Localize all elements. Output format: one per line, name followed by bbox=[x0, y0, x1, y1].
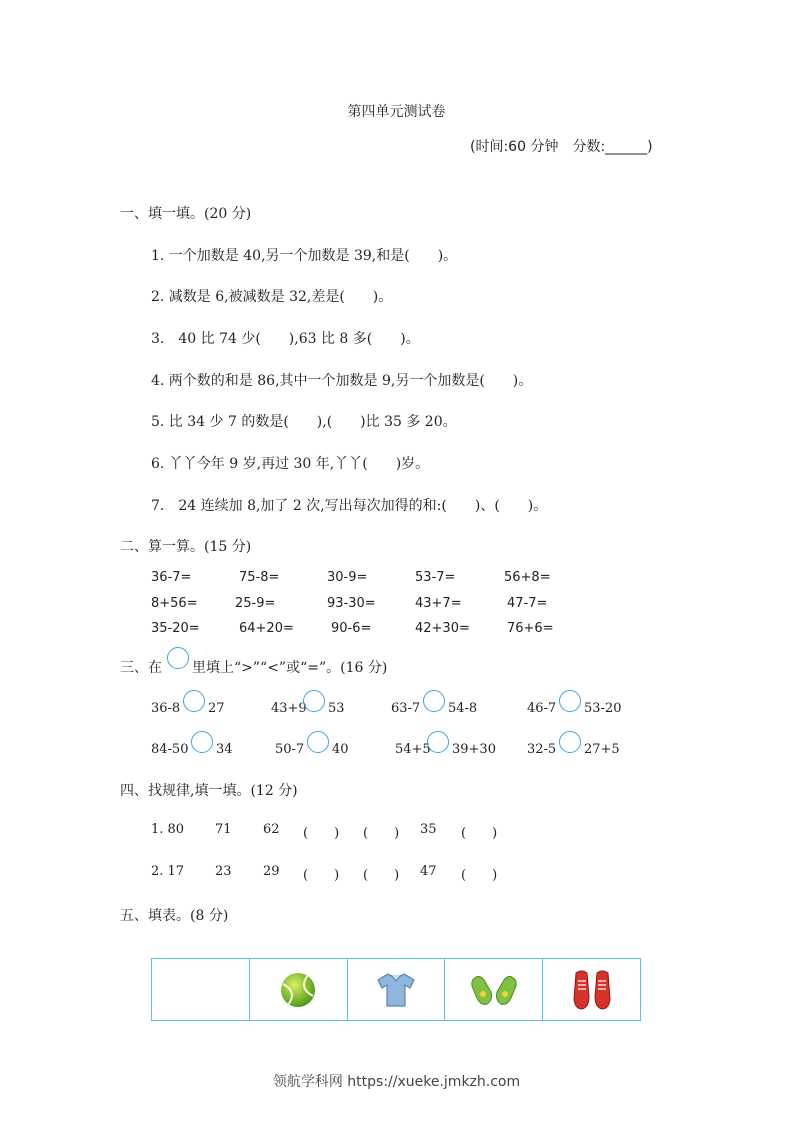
pattern-blank: ( ) bbox=[363, 868, 400, 883]
table-cell-gloves bbox=[445, 959, 543, 1020]
compare-circle[interactable] bbox=[191, 731, 213, 753]
question-1-4: 4. 两个数的和是 86,其中一个加数是 9,另一个加数是( )。 bbox=[151, 373, 533, 389]
pattern-item: 1. 80 bbox=[151, 822, 185, 837]
page-title: 第四单元测试卷 bbox=[347, 104, 446, 120]
section-4-heading: 四、找规律,填一填。(12 分) bbox=[120, 783, 298, 799]
pattern-blank: ( ) bbox=[303, 826, 340, 841]
pattern-item: 2. 17 bbox=[151, 864, 185, 879]
pattern-item: 29 bbox=[263, 864, 280, 879]
compare-circle[interactable] bbox=[559, 690, 581, 712]
question-1-1: 1. 一个加数是 40,另一个加数是 39,和是( )。 bbox=[151, 248, 458, 264]
compare-right: 27+5 bbox=[584, 742, 620, 757]
compare-left: 32-5 bbox=[527, 742, 557, 757]
table-cell-ball bbox=[250, 959, 348, 1020]
circle-icon bbox=[167, 647, 189, 669]
question-1-5: 5. 比 34 少 7 的数是( ),( )比 35 多 20。 bbox=[151, 414, 457, 430]
table-cell-shoes bbox=[543, 959, 640, 1020]
calc-item: 25-9= bbox=[235, 596, 276, 611]
tennis-ball-icon bbox=[278, 970, 318, 1010]
gloves-icon bbox=[469, 970, 519, 1010]
table-blank-cell[interactable] bbox=[152, 959, 250, 1020]
compare-circle[interactable] bbox=[559, 731, 581, 753]
compare-right: 53-20 bbox=[584, 701, 622, 716]
fill-table bbox=[151, 958, 641, 1021]
calc-item: 47-7= bbox=[507, 596, 548, 611]
pattern-item: 62 bbox=[263, 822, 280, 837]
calc-item: 90-6= bbox=[331, 621, 372, 636]
calc-item: 56+8= bbox=[504, 570, 551, 585]
calc-item: 64+20= bbox=[239, 621, 294, 636]
question-1-6: 6. 丫丫今年 9 岁,再过 30 年,丫丫( )岁。 bbox=[151, 456, 430, 472]
compare-right: 40 bbox=[332, 742, 349, 757]
calc-item: 30-9= bbox=[327, 570, 368, 585]
pattern-blank: ( ) bbox=[461, 868, 498, 883]
calc-item: 42+30= bbox=[415, 621, 470, 636]
shoes-icon bbox=[570, 967, 614, 1013]
question-1-3: 3. 40 比 74 少( ),63 比 8 多( )。 bbox=[151, 331, 420, 347]
compare-left: 84-50 bbox=[151, 742, 189, 757]
compare-left: 50-7 bbox=[275, 742, 305, 757]
section-5-heading: 五、填表。(8 分) bbox=[120, 908, 229, 924]
compare-right: 34 bbox=[216, 742, 233, 757]
compare-circle[interactable] bbox=[183, 690, 205, 712]
compare-circle[interactable] bbox=[427, 731, 449, 753]
question-1-2: 2. 减数是 6,被减数是 32,差是( )。 bbox=[151, 289, 393, 305]
pattern-blank: ( ) bbox=[363, 826, 400, 841]
pattern-item: 35 bbox=[420, 822, 437, 837]
calc-item: 93-30= bbox=[327, 596, 376, 611]
pattern-blank: ( ) bbox=[303, 868, 340, 883]
pattern-blank: ( ) bbox=[461, 826, 498, 841]
tshirt-icon bbox=[374, 970, 418, 1010]
compare-circle[interactable] bbox=[303, 690, 325, 712]
compare-right: 54-8 bbox=[448, 701, 478, 716]
section-3-heading-pre: 三、在 bbox=[120, 660, 162, 676]
calc-item: 36-7= bbox=[151, 570, 192, 585]
compare-circle[interactable] bbox=[307, 731, 329, 753]
question-1-7: 7. 24 连续加 8,加了 2 次,写出每次加得的和:( )、( )。 bbox=[151, 498, 548, 514]
compare-circle[interactable] bbox=[423, 690, 445, 712]
compare-right: 53 bbox=[328, 701, 345, 716]
compare-left: 54+5 bbox=[395, 742, 431, 757]
time-score-line: (时间:60 分钟 分数:______) bbox=[470, 139, 653, 155]
calc-item: 35-20= bbox=[151, 621, 200, 636]
calc-item: 76+6= bbox=[507, 621, 554, 636]
section-2-heading: 二、算一算。(15 分) bbox=[120, 539, 252, 555]
pattern-item: 47 bbox=[420, 864, 437, 879]
calc-item: 8+56= bbox=[151, 596, 198, 611]
footer-watermark: 领航学科网 https://xueke.jmkzh.com bbox=[272, 1074, 521, 1090]
calc-item: 53-7= bbox=[415, 570, 456, 585]
section-3-heading-post: 里填上“>”“<”或“=”。(16 分) bbox=[192, 660, 388, 676]
compare-right: 39+30 bbox=[452, 742, 496, 757]
pattern-item: 23 bbox=[215, 864, 232, 879]
calc-item: 43+7= bbox=[415, 596, 462, 611]
compare-right: 27 bbox=[208, 701, 225, 716]
section-1-heading: 一、填一填。(20 分) bbox=[120, 206, 252, 222]
calc-item: 75-8= bbox=[239, 570, 280, 585]
compare-left: 43+9 bbox=[271, 701, 307, 716]
pattern-item: 71 bbox=[215, 822, 232, 837]
table-cell-shirt bbox=[348, 959, 446, 1020]
compare-left: 36-8 bbox=[151, 701, 181, 716]
compare-left: 46-7 bbox=[527, 701, 557, 716]
compare-left: 63-7 bbox=[391, 701, 421, 716]
